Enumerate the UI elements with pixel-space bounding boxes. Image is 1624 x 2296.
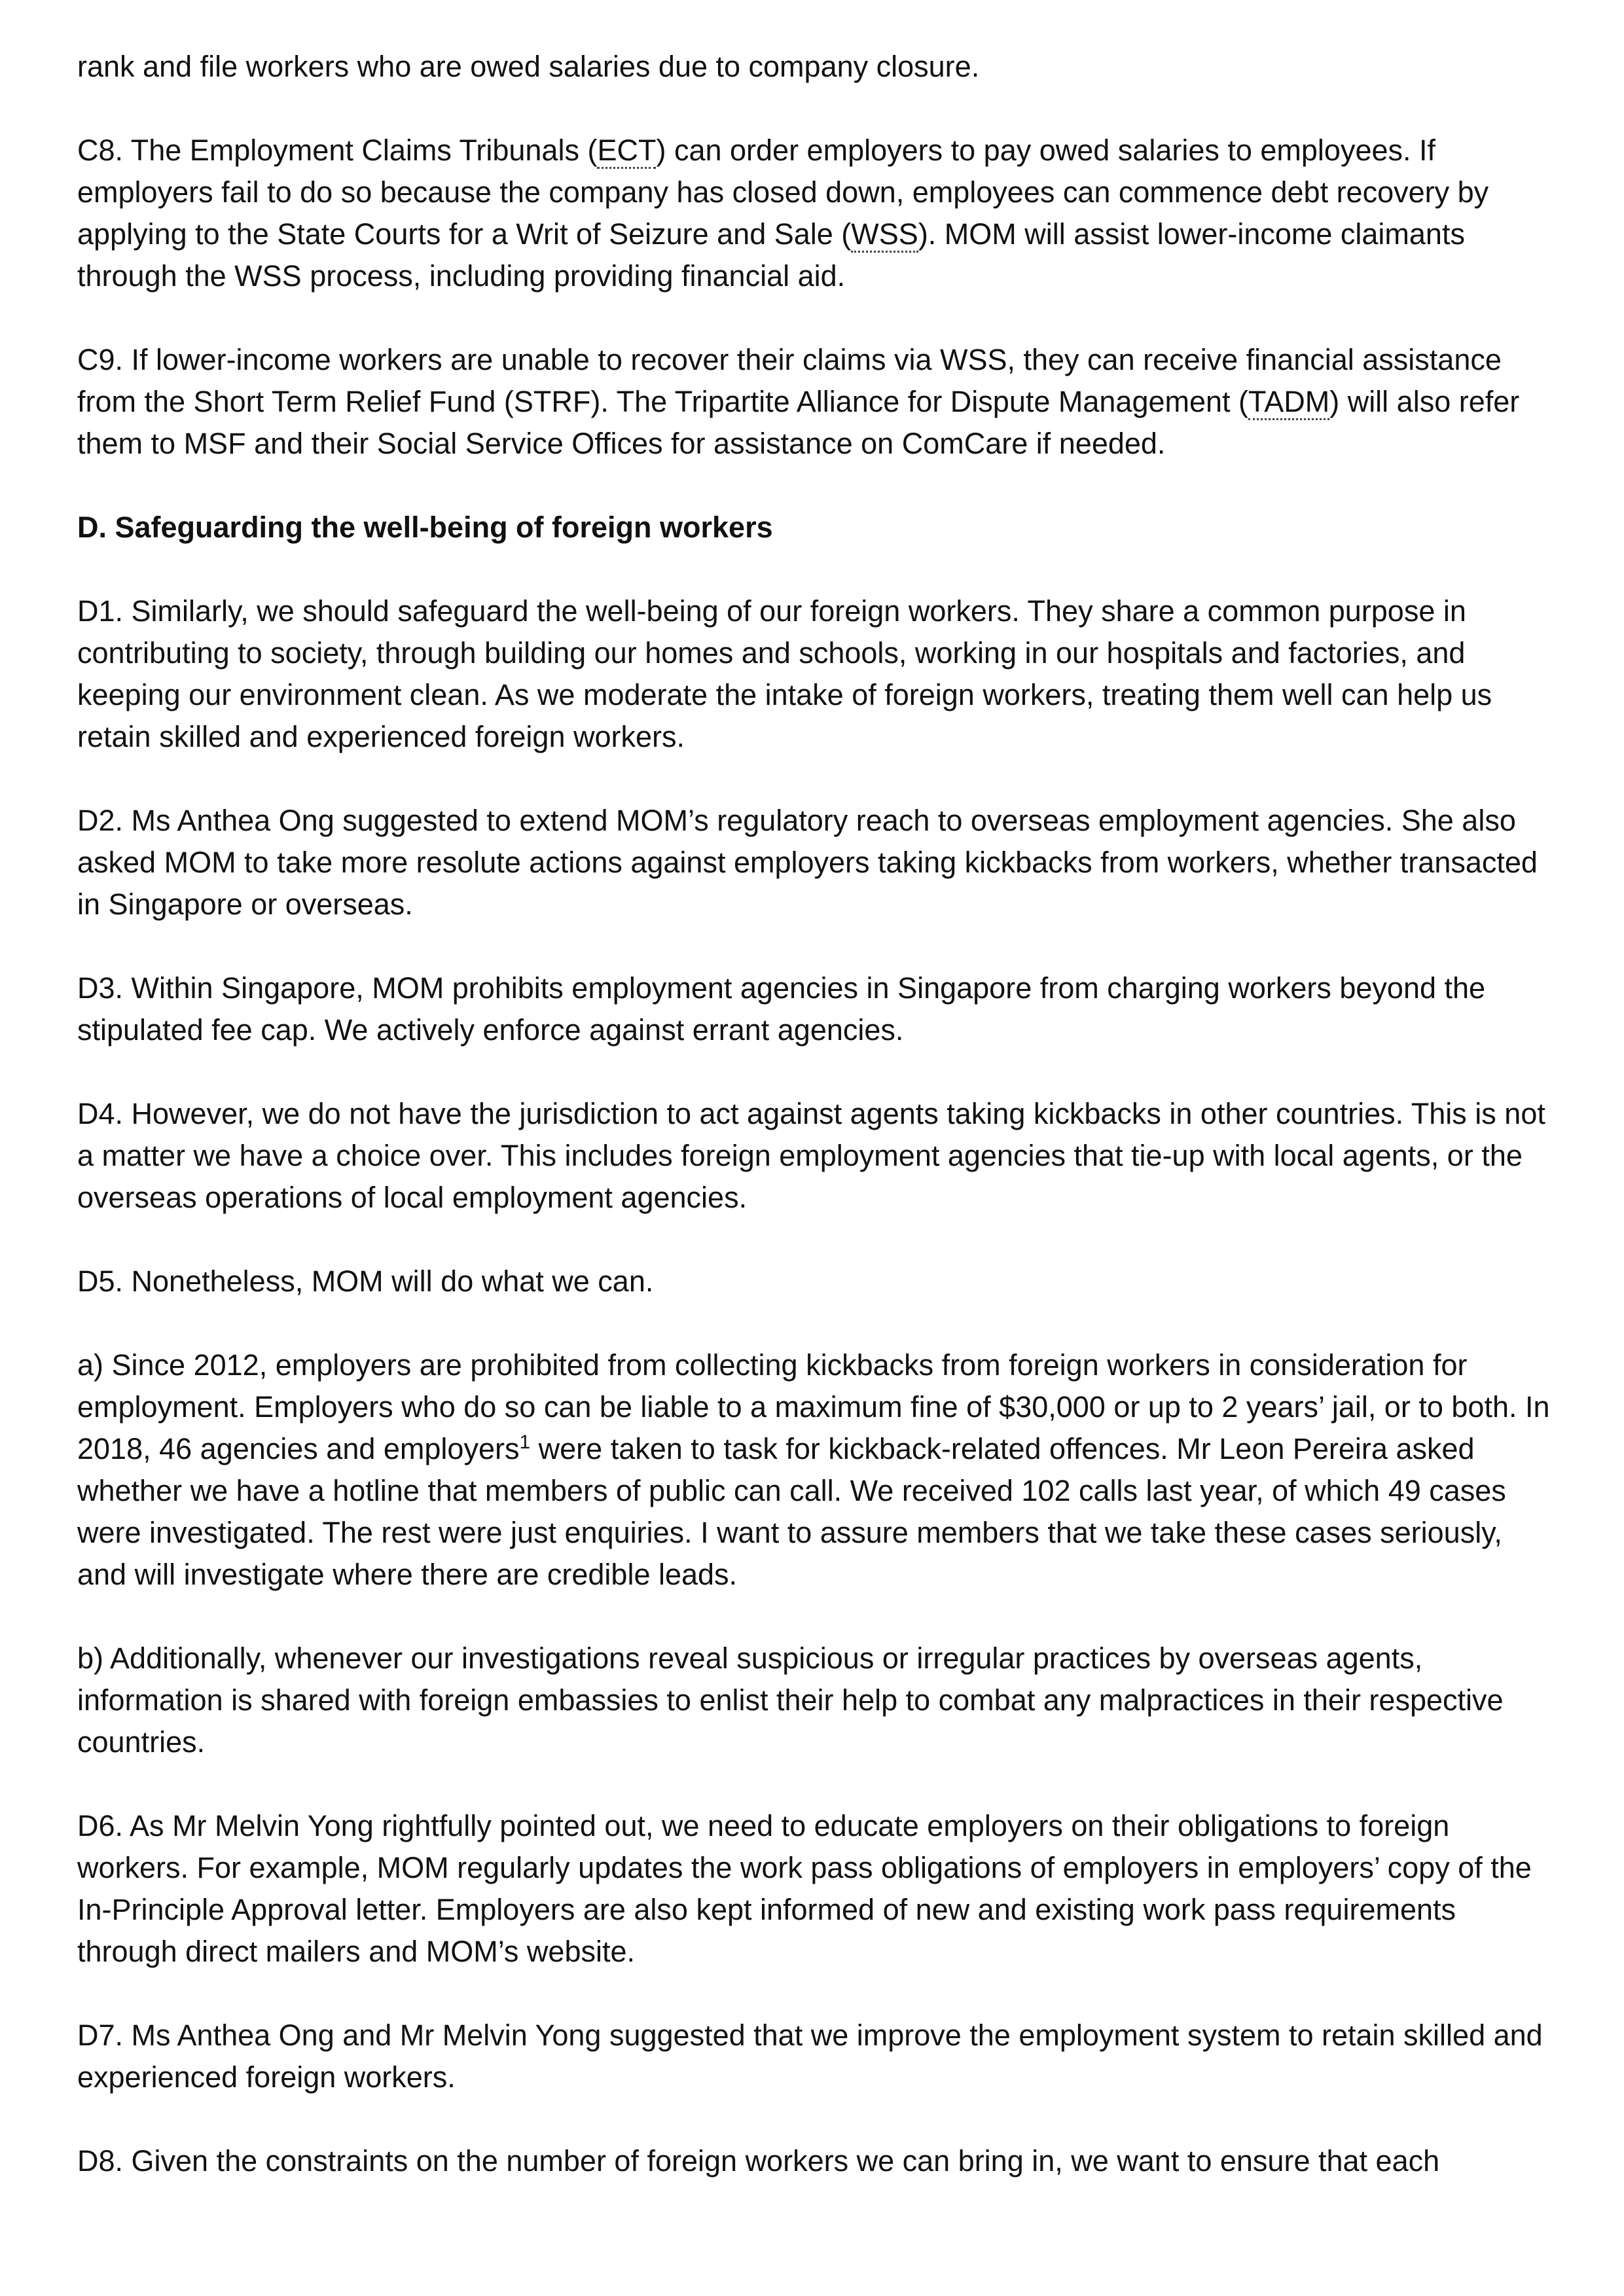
- document-page: [77, 46, 1557, 2224]
- d1-text: D1. Similarly, we should safeguard the well-being of our foreign workers. They share a common purpose in contributing to society, through building our homes and schools, working in our hospitals and factories, and keeping our environment clean. As we moderate the intake of foreign workers, treating them well can help us retain skilled and experienced foreign workers.: [77, 594, 1492, 753]
- c8-text-1: C8. The Employment Claims Tribunals (: [77, 134, 598, 167]
- paragraph-d5a: [77, 1344, 1557, 1596]
- c9-text-2: ) will also refer them to MSF and their Social Service Offices for assistance on ComCare if needed.: [77, 385, 1520, 460]
- paragraph-text: rank and file workers who are owed salaries due to company closure.: [77, 50, 980, 83]
- abbr-tadm[interactable]: TADM: [1248, 385, 1329, 420]
- d3-text: D3. Within Singapore, MOM prohibits employment agencies in Singapore from charging workers beyond the stipulated fee cap. We actively enforce against errant agencies.: [77, 971, 1486, 1047]
- d5b-text: b) Additionally, whenever our investigations reveal suspicious or irregular practices by overseas agents, information is shared with foreign embassies to enlist their help to combat any malpractices in their respective countries.: [77, 1641, 1504, 1759]
- paragraph-d8: [77, 2140, 1557, 2182]
- d4-text: D4. However, we do not have the jurisdiction to act against agents taking kickbacks in other countries. This is not a matter we have a choice over. This includes foreign employment agencies that tie-up with local agents, or the overseas operations of local employment agencies.: [77, 1097, 1545, 1214]
- abbr-wss[interactable]: WSS: [851, 217, 918, 253]
- paragraph-continuation: [77, 46, 1557, 88]
- d7-text: D7. Ms Anthea Ong and Mr Melvin Yong suggested that we improve the employment system to retain skilled and experienced foreign workers.: [77, 2018, 1543, 2094]
- paragraph-d4: [77, 1093, 1557, 1219]
- abbr-ect[interactable]: ECT: [597, 134, 656, 169]
- d5a-text-1: a) Since 2012, employers are prohibited from collecting kickbacks from foreign workers in consideration for employment. Employers who do so can be liable to a maximum fine of $30,000 or up to 2 years’ jail, or to both. In 2018, 46 agencies and employers: [77, 1348, 1550, 1465]
- paragraph-d5b: [77, 1638, 1557, 1763]
- c9-text-1: C9. If lower-income workers are unable to recover their claims via WSS, they can receive financial assistance from the Short Term Relief Fund (STRF). The Tripartite Alliance for Dispute Management (: [77, 343, 1502, 418]
- c8-text-3: ). MOM will assist lower-income claimants through the WSS process, including providing financial aid.: [77, 217, 1465, 293]
- paragraph-d2: [77, 800, 1557, 925]
- d8-text: D8. Given the constraints on the number of foreign workers we can bring in, we want to ensure that each: [77, 2144, 1440, 2178]
- footnote-marker[interactable]: 1: [519, 1431, 531, 1453]
- paragraph-d7: [77, 2015, 1557, 2098]
- d6-text: D6. As Mr Melvin Yong rightfully pointed out, we need to educate employers on their obligations to foreign workers. For example, MOM regularly updates the work pass obligations of employers in employers’ copy of the In-Principle Approval letter. Employers are also kept informed of new and existing work pass requirements through direct mailers and MOM’s website.: [77, 1809, 1532, 1968]
- paragraph-d6: [77, 1805, 1557, 1973]
- section-heading-text: D. Safeguarding the well-being of foreign workers: [77, 511, 773, 544]
- section-heading-d: [77, 507, 1557, 548]
- paragraph-d1: [77, 590, 1557, 758]
- d2-text: D2. Ms Anthea Ong suggested to extend MOM’s regulatory reach to overseas employment agencies. She also asked MOM to take more resolute actions against employers taking kickbacks from workers, whether transacted in Singapore or overseas.: [77, 804, 1538, 921]
- d5a-text-2: were taken to task for kickback-related offences. Mr Leon Pereira asked whether we have a hotline that members of public can call. We received 102 calls last year, of which 49 cases were investigated. The rest were just enquiries. I want to assure members that we take these cases seriously, and will investigate where there are credible leads.: [77, 1432, 1506, 1591]
- d5-text: D5. Nonetheless, MOM will do what we can.: [77, 1265, 654, 1298]
- paragraph-d5: [77, 1261, 1557, 1302]
- paragraph-c8: [77, 130, 1557, 297]
- paragraph-c9: [77, 339, 1557, 465]
- paragraph-d3: [77, 967, 1557, 1051]
- c8-text-2: ) can order employers to pay owed salaries to employees. If employers fail to do so because the company has closed down, employees can commence debt recovery by applying to the State Courts for a Writ of Seizure and Sale (: [77, 134, 1489, 251]
